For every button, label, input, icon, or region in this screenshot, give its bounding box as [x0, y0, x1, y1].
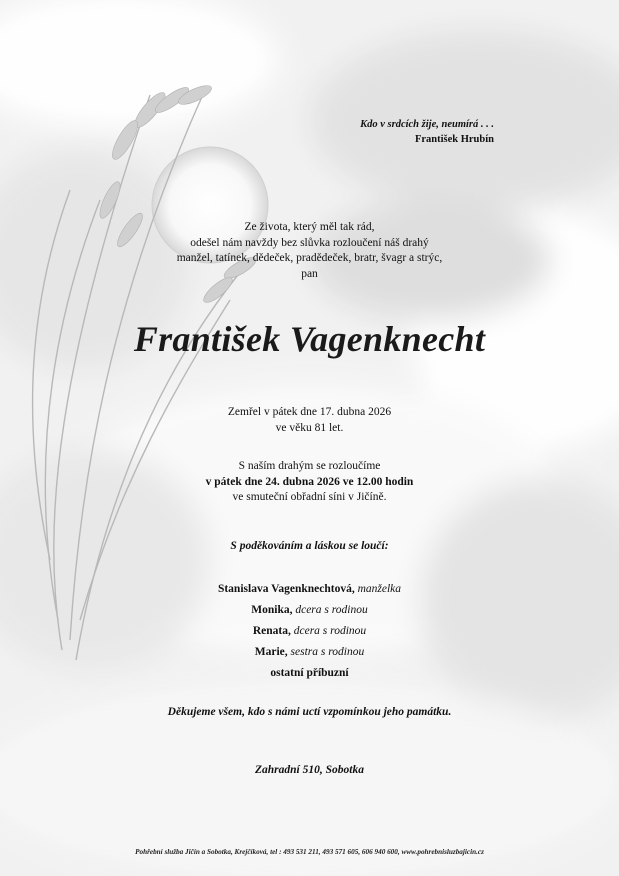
family-member: [0, 600, 619, 621]
funeral-date-time: v pátek dne 24. dubna 2026 ve 12.00 hodin: [205, 475, 414, 488]
funeral-service-footer: Pohřební služba Jičín a Sobotka, Krejčíková, tel : 493 531 211, 493 571 605, 606 940 600, www.pohrebnisluzbajicin.cz: [135, 848, 484, 856]
epigraph-author: František Hrubín: [414, 134, 494, 145]
family-member-name: Monika,: [251, 604, 293, 616]
farewell-heading: S poděkováním a láskou se loučí:: [230, 540, 389, 552]
deceased-name: František Vagenknecht: [133, 319, 486, 359]
family-member-relation: manželka: [357, 583, 402, 595]
death-info: [0, 405, 619, 436]
intro-line: odešel nám navždy bez slůvka rozloučení náš drahý: [190, 236, 429, 249]
family-member-relation: dcera s rodinou: [295, 604, 368, 616]
epigraph-text: Kdo v srdcích žije, neumírá . . .: [360, 119, 494, 130]
family-member: [0, 621, 619, 642]
family-member-name: Renata,: [252, 625, 291, 637]
death-date: Zemřel v pátek dne 17. dubna 2026: [227, 406, 392, 418]
address-line: Zahradní 510, Sobotka: [255, 764, 364, 776]
funeral-place: ve smuteční obřadní síni v Jičíně.: [232, 491, 387, 504]
family-other-relatives: ostatní příbuzní: [270, 667, 349, 679]
family-list: [0, 579, 619, 684]
death-age: ve věku 81 let.: [275, 421, 344, 434]
intro-line: manžel, tatínek, dědeček, pradědeček, bratr, švagr a strýc,: [176, 252, 443, 265]
family-member: [0, 579, 619, 600]
family-member-relation: dcera s rodinou: [293, 625, 367, 637]
funeral-intro: S naším drahým se rozloučíme: [238, 460, 381, 472]
thanks-line: Děkujeme všem, kdo s námi uctí vzpomínkou jeho památku.: [167, 706, 452, 718]
family-member: [0, 642, 619, 663]
intro-line: Ze života, který měl tak rád,: [244, 221, 375, 233]
epigraph: [360, 117, 494, 147]
family-member-relation: sestra s rodinou: [290, 646, 365, 658]
intro-line: pan: [301, 267, 318, 280]
intro-paragraph: [0, 220, 619, 282]
family-member-name: Stanislava Vagenknechtová,: [217, 583, 355, 595]
funeral-info: [0, 459, 619, 506]
family-member-name: Marie,: [254, 646, 288, 658]
